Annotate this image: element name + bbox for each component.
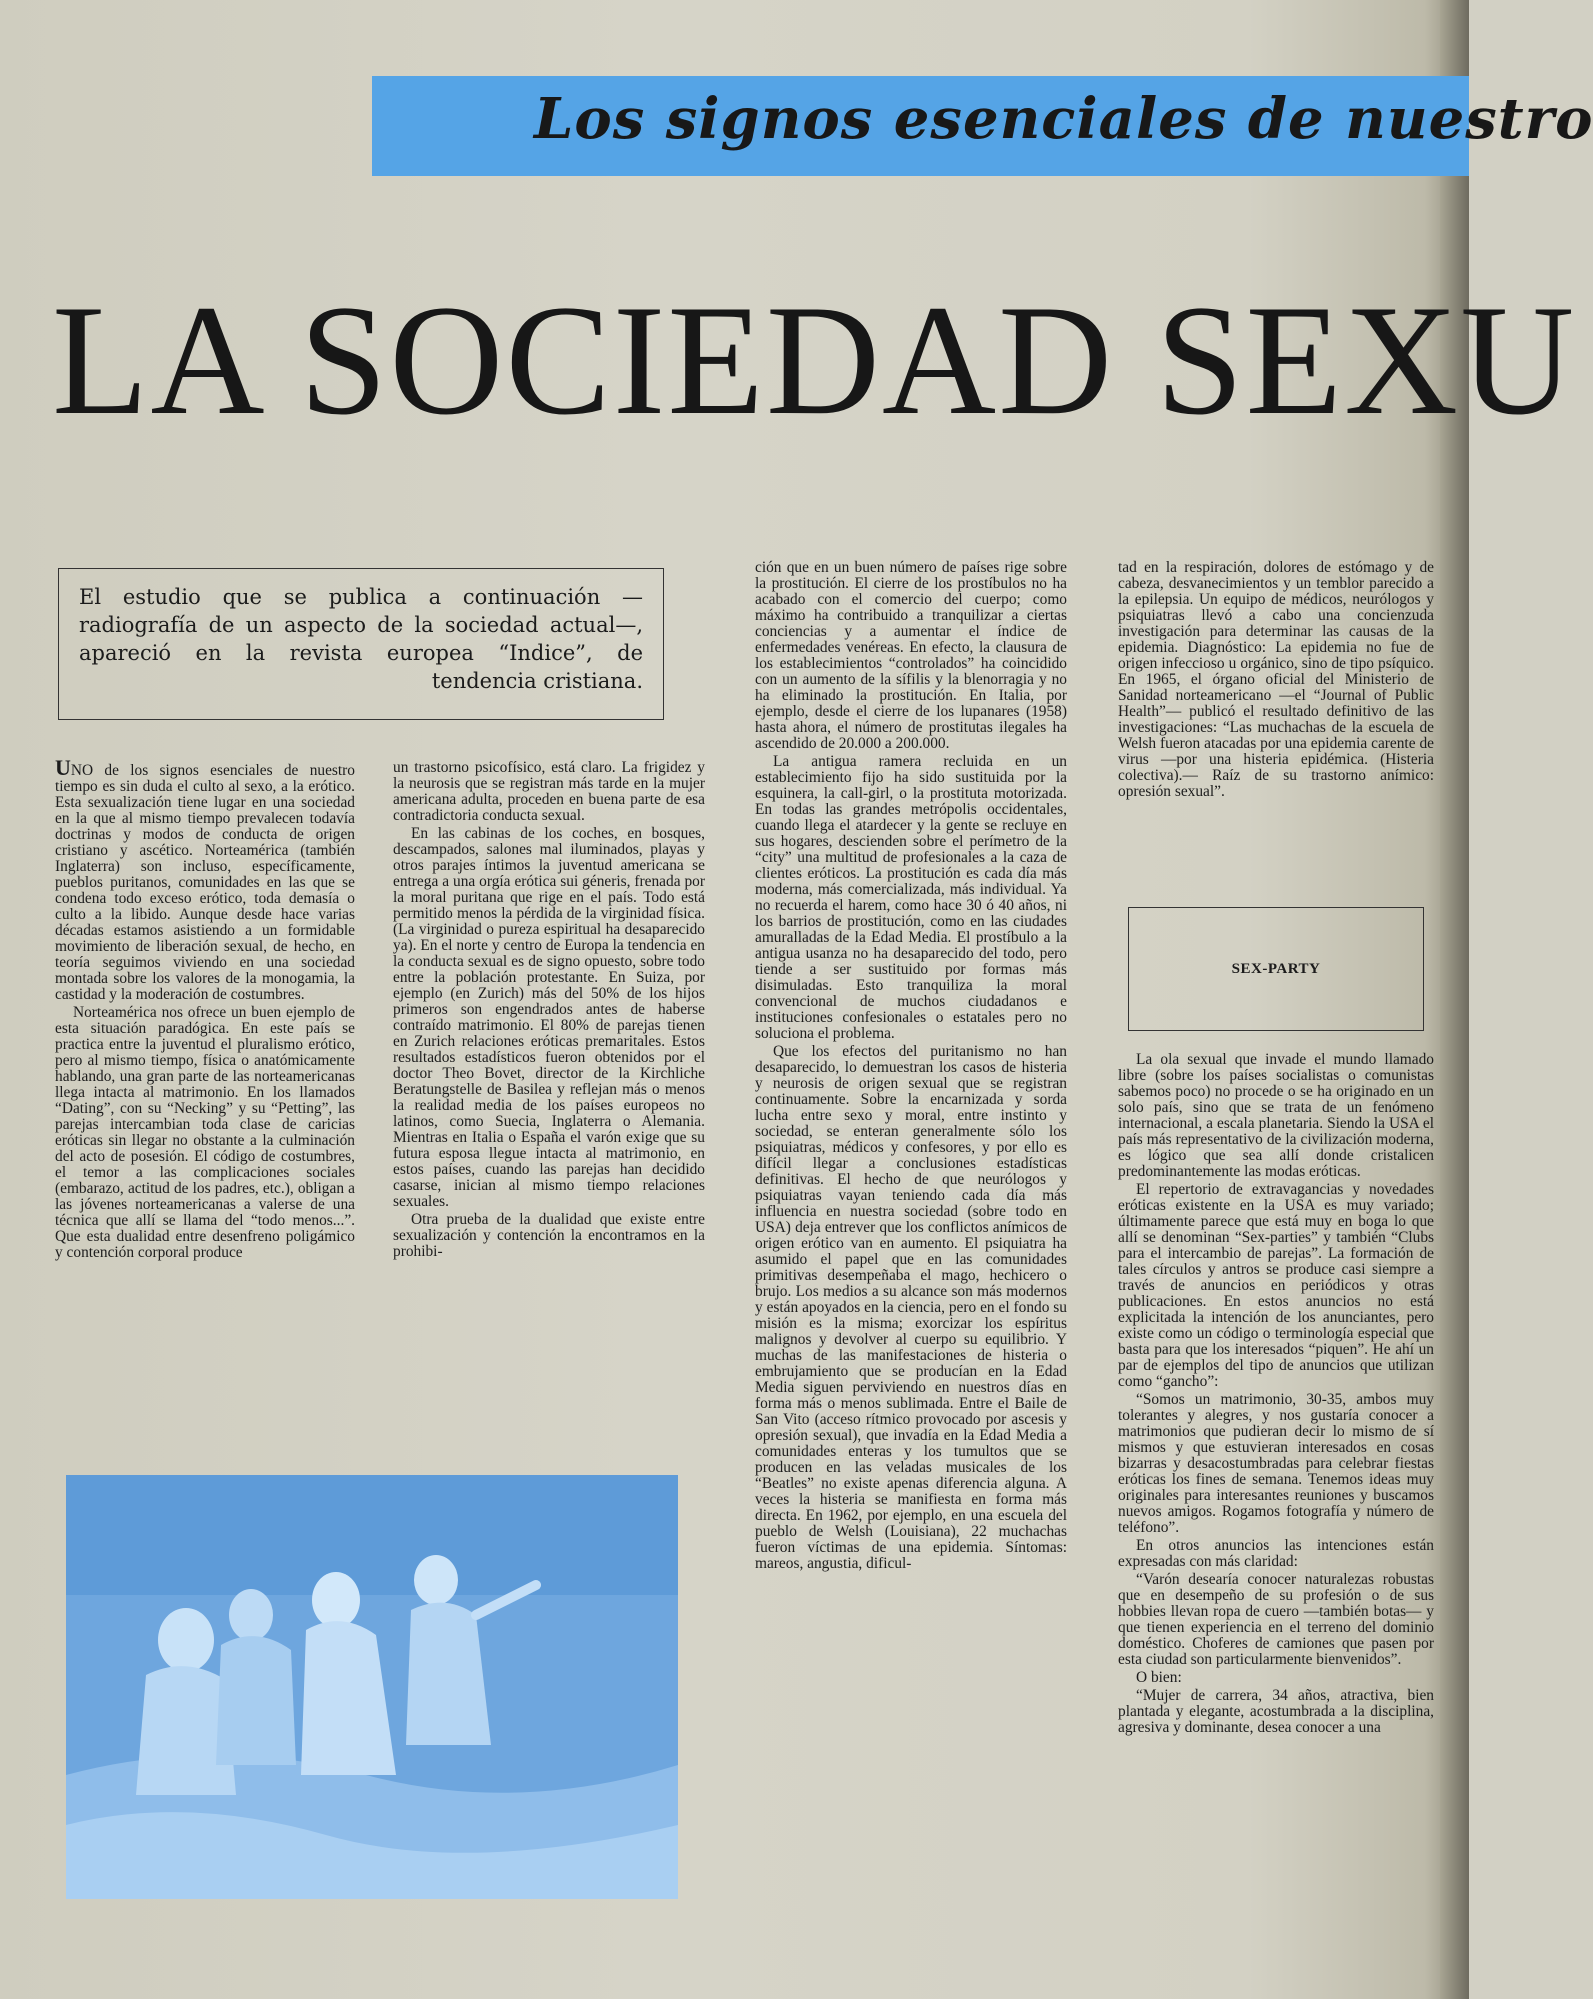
paragraph: Que los efectos del puritanismo no han desaparecido, lo demuestran los casos de histeria y neurosis de origen sexual que se registran continuamente. Sobre la encarnizada y sorda lucha entre sexo y moral, entre instinto y sociedad, se enteran generalmente sólo los psiquiatras, médicos y confesores, y por ello es difícil llegar a conclusiones estadísticas definitivas. El hecho de que neurólogos y psiquiatras vayan teniendo cada día más influencia en nuestra sociedad (sobre todo en USA) deja entrever que los conflictos anímicos de origen erótico van en aumento. El psiquiatra ha asumido el papel que en las comunidades primitivas desempeñaba el mago, hechicero o brujo. Los medios a su alcance son más modernos y están apoyados en la ciencia, pero en el fondo su misión es la misma; exorcizar los espíritus malignos y devolver al cuerpo su equilibrio. Y muchas de las manifestaciones de histeria o embrujamiento que se producían en la Edad Media siguen perviviendo en nuestros días en forma más o menos sublimada. Entre el Baile de San Vito (acceso rítmico provocado por ascesis y opresión sexual), que invadía en la Edad Media a comunidades enteras y los tumultos que se producen en las veladas musicales de los “Beatles” no existe apenas diferencia alguna. A veces la histeria se manifiesta en forma más directa. En 1962, por ejemplo, en una escuela del pueblo de Welsh (Louisiana), 22 muchachas fueron víctimas de una epidemia. Síntomas: mareos, angustia, dificul- (755, 1043, 1067, 1572)
paragraph: ción que en un buen número de países rige sobre la prostitución. El cierre de los prostíbulos no ha acabado con el comercio del cuerpo; como máximo ha contribuido a tranquilizar a ciertas conciencias y a aumentar el índice de enfermedades venéreas. En efecto, la clausura de los establecimientos “controlados” ha coincidido con un aumento de la sífilis y la blenorragia y no ha eliminado la prostitución. En Italia, por ejemplo, desde el cierre de los lupanares (1958) hasta ahora, el número de prostitutas ilegales ha ascendido de 20.000 a 200.000. (755, 559, 1067, 752)
paragraph: El repertorio de extravagancias y novedades eróticas existente en la USA es muy variado; últimamente parece que está muy en boga lo que allí se denominan “Sex-parties” y también “Clubs para el intercambio de parejas”. La formación de tales círculos y antros se produce casi siempre a través de anuncios en periódicos y otras publicaciones. En estos anuncios no está explicitada la intención de los anunciantes, pero existe como un código o terminología especial que basta para que los interesados “piquen”. He ahí un par de ejemplos del tipo de anuncios que utilizan como “gancho”: (1118, 1181, 1434, 1390)
photo-illustration (66, 1475, 678, 1899)
column-1 (55, 755, 355, 1263)
paragraph (55, 755, 355, 1003)
photo-bathers (66, 1475, 678, 1899)
paragraph: “Somos un matrimonio, 30-35, ambos muy tolerantes y alegres, y nos gustaría conocer a matrimonios que pudieran decir lo mismo de sí mismos y que estuvieran interesados en cosas bizarras y desacostumbradas para celebrar fiestas eróticas los fines de semana. Tenemos ideas muy originales para interesantes reuniones y buscamos nuevos amigos. Rogamos fotografía y número de teléfono”. (1118, 1391, 1434, 1536)
paragraph: “Varón desearía conocer naturalezas robustas que en desempeño de su profesión o de sus hobbies llevan ropa de cuero —también botas— y que tienen experiencia en el terreno del dominio doméstico. Choferes de camiones que pasen por esta ciudad son particularmente bienvenidos”. (1118, 1571, 1434, 1668)
paragraph: Norteamérica nos ofrece un buen ejemplo de esta situación paradógica. En este país se practica entre la juventud el pluralismo erótico, pero al mismo tiempo, física o anatómicamente hablando, una gran parte de las norteamericanas llega intacta al matrimonio. En los llamados “Dating”, con su “Necking” y su “Petting”, las parejas intercambian toda clase de caricias eróticas sin llegar no obstante a la culminación del acto de posesión. El código de costumbres, el temor a las complicaciones sociales (embarazo, actitud de los padres, etc.), obligan a las jóvenes norteamericanas a valerse de una técnica que allí se llama del “todo menos...”. Que esta dualidad entre desenfreno poligámico y contención corporal produce (55, 1004, 355, 1261)
paragraph: tad en la respiración, dolores de estómago y de cabeza, desvanecimientos y un temblor parecido a la epilepsia. Un equipo de médicos, neurólogos y psiquiatras llevó a cabo una concienzuda investigación para determinar las causas de la epidemia. Diagnóstico: La epidemia no fue de origen infeccioso u orgánico, sino de tipo psíquico. En 1965, el órgano oficial del Ministerio de Sanidad norteamericano —el “Journal of Public Health”— publicó el resultado definitivo de las investigaciones: “Las muchachas de la escuela de Welsh fueron atacadas por una epidemia carente de virus —por una histeria epidémica. (Histeria colectiva).— Raíz de su trastorno anímico: opresión sexual”. (1118, 559, 1434, 800)
column-4 (1118, 560, 1434, 890)
drop-cap: U (55, 755, 71, 780)
paragraph: un trastorno psicofísico, está claro. La frigidez y la neurosis que se registran más tarde en la mujer americana adulta, proceden en buena parte de esa contradictoria conducta sexual. (393, 759, 705, 824)
paragraph: En las cabinas de los coches, en bosques, descampados, salones mal iluminados, playas y otros parajes íntimos la juventud americana se entrega a una orgía erótica sui géneris, frenada por la moral puritana que rige en el país. Todo está permitido menos la pérdida de la virginidad física. (La virginidad o pureza espiritual ha desaparecido ya). En el norte y centro de Europa la tendencia en la conducta sexual es de signo opuesto, sobre todo entre la población protestante. En Suiza, por ejemplo (en Zurich) más del 50% de los hijos primeros son engendrados antes de haberse contraído matrimonio. El 80% de parejas tienen en Zurich relaciones eróticas premaritales. Estos resultados estadísticos fueron obtenidos por el doctor Theo Bovet, director de la Kirchliche Beratungstelle de Basilea y reflejan más o menos la realidad media de los países europeos no latinos, como Suecia, Inglaterra o Alemania. Mientras en Italia o España el varón exige que su futura esposa llegue intacta al matrimonio, en estos países, cuando las parejas han decidido casarse, inician al mismo tiempo relaciones sexuales. (393, 825, 705, 1210)
subhead-box (1128, 907, 1424, 1031)
intro-box (58, 568, 664, 720)
paragraph-text: NO de los signos esenciales de nuestro tiempo es sin duda el culto al sexo, a la erótico. Esta sexualización tiene lugar en una sociedad en la que al mismo tiempo prevalecen todavía doctrinas y modos de conducta de origen cristiano y ascético. Norteamérica (también Inglaterra) son incluso, específicamente, pueblos puritanos, comunidades en las que se condena todo exceso erótico, toda demasía o culto a la libido. Aunque desde hace varias décadas estamos asistiendo a un formidable movimiento de liberación sexual, de hecho, en teoría seguimos viviendo en una sociedad montada sobre los valores de la monogamia, la castidad y la moderación de costumbres. (55, 762, 355, 1003)
paragraph: O bien: (1136, 1669, 1182, 1686)
paragraph: La antigua ramera recluida en un establecimiento fijo ha sido sustituida por la esquinera, la call-girl, o la prostituta motorizada. En todas las grandes metrópolis occidentales, cuando llega el atardecer y la gente se recluye en sus hogares, descienden sobre el perímetro de la “city” una multitud de profesionales a la caza de clientes eróticos. La prostitución es cada día más moderna, más comercializada, más individual. Ya no recuerda el harem, como hace 30 ó 40 años, ni los barrios de prostitución, como en las ciudades amuralladas de la Edad Media. El prostíbulo a la antigua usanza no ha desaparecido del todo, pero tiende a ser sustituido por formas más disimuladas. Esto tranquiliza la moral convencional de muchos ciudadanos e instituciones confesionales o estatales pero no soluciona el problema. (755, 753, 1067, 1042)
paragraph: La ola sexual que invade el mundo llamado libre (sobre los países socialistas o comunistas sabemos poco) no procede o se ha originado en un solo país, sino que se trata de un fenómeno internacional, a escala planetaria. Siendo la USA el país más representativo de la civilización moderna, es lógico que sea allí donde cristalicen predominantemente las modas eróticas. (1118, 1051, 1434, 1180)
subhead: SEX-PARTY (1231, 960, 1321, 977)
column-4-continued (1118, 1052, 1434, 1738)
paragraph: Otra prueba de la dualidad que existe entre sexualización y contención la encontramos en la prohibi- (393, 1211, 705, 1260)
paragraph: En otros anuncios las intenciones están expresadas con más claridad: (1118, 1537, 1434, 1570)
column-2 (393, 760, 705, 1262)
intro-text: El estudio que se publica a continuación —radiografía de un aspecto de la sociedad actual—, apareció en la revista europea “Indice”, de tendencia cristiana. (79, 585, 643, 693)
column-3 (755, 560, 1067, 1574)
paragraph: “Mujer de carrera, 34 años, atractiva, bien plantada y elegante, acostumbrada a la disciplina, agresiva y dominante, desea conocer a una (1118, 1687, 1434, 1736)
headline: LA SOCIEDAD SEXU (52, 273, 1577, 448)
kicker-title: Los signos esenciales de nuestro (534, 86, 1593, 152)
